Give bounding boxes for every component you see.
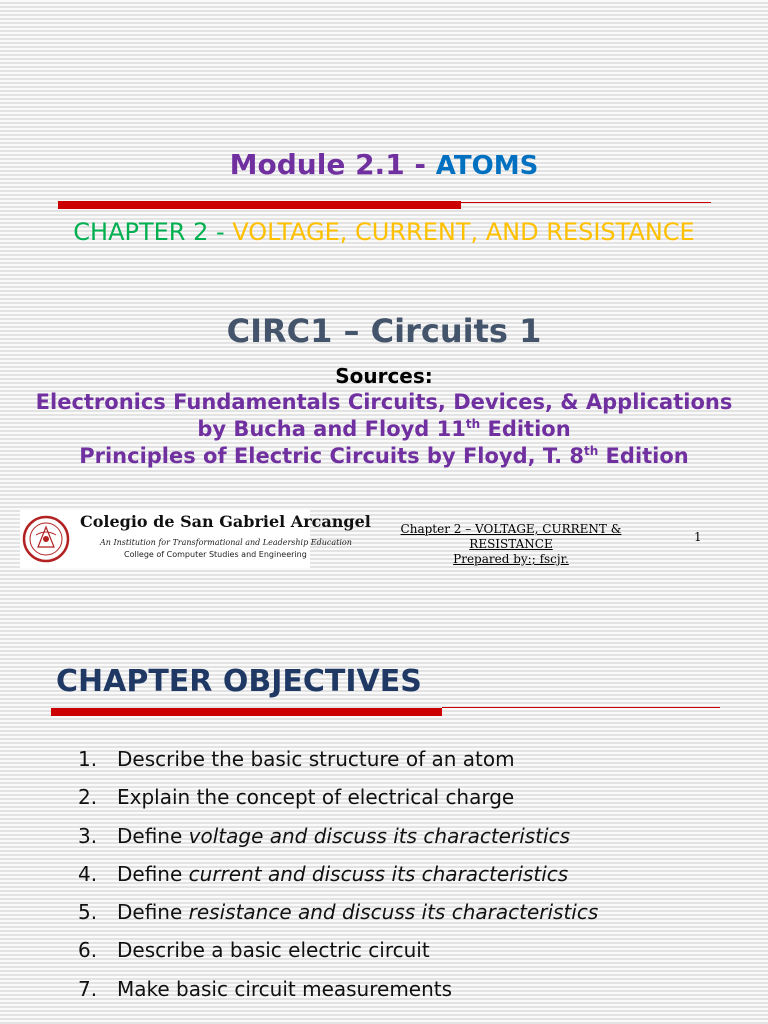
logo-tagline: An Institution for Transformational and Leadership Education (100, 538, 352, 547)
footer-line-1: Chapter 2 – VOLTAGE, CURRENT & (400, 522, 622, 536)
objective-item (78, 857, 758, 895)
objective-plain: Define (117, 861, 189, 886)
source-2-line (0, 444, 768, 468)
objective-item (78, 780, 758, 818)
slide-footer (380, 522, 642, 567)
objective-italic: voltage and discuss its characteristics (188, 823, 570, 848)
objective-number: 3. (78, 823, 98, 848)
objective-text (117, 862, 568, 886)
page-number: 1 (694, 530, 702, 544)
objectives-heading: CHAPTER OBJECTIVES (56, 664, 422, 699)
objectives-rule-thick (51, 708, 442, 716)
objective-text (117, 977, 452, 1001)
objective-item (78, 742, 758, 780)
chapter-topic: VOLTAGE, CURRENT, AND RESISTANCE (232, 218, 695, 246)
title-rule-thin (461, 202, 711, 203)
objective-item (78, 972, 758, 1010)
chapter-prefix: CHAPTER 2 - (73, 218, 233, 246)
objective-text (117, 938, 430, 962)
objective-text (117, 747, 515, 771)
objective-plain: Describe the basic structure of an atom (117, 747, 515, 771)
source-2-superscript: th (583, 444, 599, 458)
objective-text (117, 900, 598, 924)
objective-plain: Define (117, 823, 189, 848)
objective-italic: current and discuss its characteristics (188, 861, 569, 886)
source-1-superscript: th (465, 417, 481, 431)
objective-item (78, 895, 758, 933)
source-1-line-2 (0, 417, 768, 441)
objective-italic: resistance and discuss its characteristics (188, 900, 599, 925)
objective-number: 1. (78, 747, 98, 771)
source-1-line-2-edition: Edition (480, 417, 571, 441)
source-2-text: Principles of Electric Circuits by Floyd, T. 8 (79, 444, 584, 468)
school-logo (20, 510, 371, 568)
objective-plain: Explain the concept of electrical charge (117, 785, 515, 810)
objective-plain: Describe a basic electric circuit (117, 938, 430, 963)
objective-number: 7. (78, 976, 98, 1001)
objective-plain: Define (117, 900, 189, 925)
title-rule-thick (58, 201, 461, 209)
module-title (0, 148, 768, 181)
objective-text (117, 785, 514, 809)
course-title: CIRC1 – Circuits 1 (226, 312, 542, 350)
sources-label: Sources: (335, 364, 433, 388)
objective-text (117, 824, 570, 848)
objective-number: 5. (78, 900, 98, 925)
objective-number: 4. (78, 861, 98, 886)
footer-line-2: RESISTANCE (469, 537, 553, 551)
objectives-rule-thin (442, 707, 720, 708)
objective-item (78, 819, 758, 857)
module-topic: ATOMS (435, 151, 539, 181)
source-1-line-1: Electronics Fundamentals Circuits, Devices, & Applications (35, 390, 733, 414)
source-1-line-2-text: by Bucha and Floyd 11 (197, 417, 466, 441)
logo-school-name: Colegio de San Gabriel Arcangel (80, 512, 371, 531)
objectives-list (78, 742, 758, 1010)
chapter-subtitle (0, 218, 768, 246)
source-2-edition: Edition (598, 444, 689, 468)
footer-line-3: Prepared by:; fscjr. (453, 552, 569, 566)
module-prefix: Module 2.1 (229, 148, 405, 181)
objective-number: 2. (78, 785, 98, 810)
school-seal-icon (22, 513, 70, 565)
objective-plain: Make basic circuit measurements (117, 976, 453, 1001)
logo-college-name: College of Computer Studies and Engineering (124, 550, 307, 559)
objective-number: 6. (78, 938, 98, 963)
module-separator: - (404, 148, 436, 181)
objective-item (78, 933, 758, 971)
